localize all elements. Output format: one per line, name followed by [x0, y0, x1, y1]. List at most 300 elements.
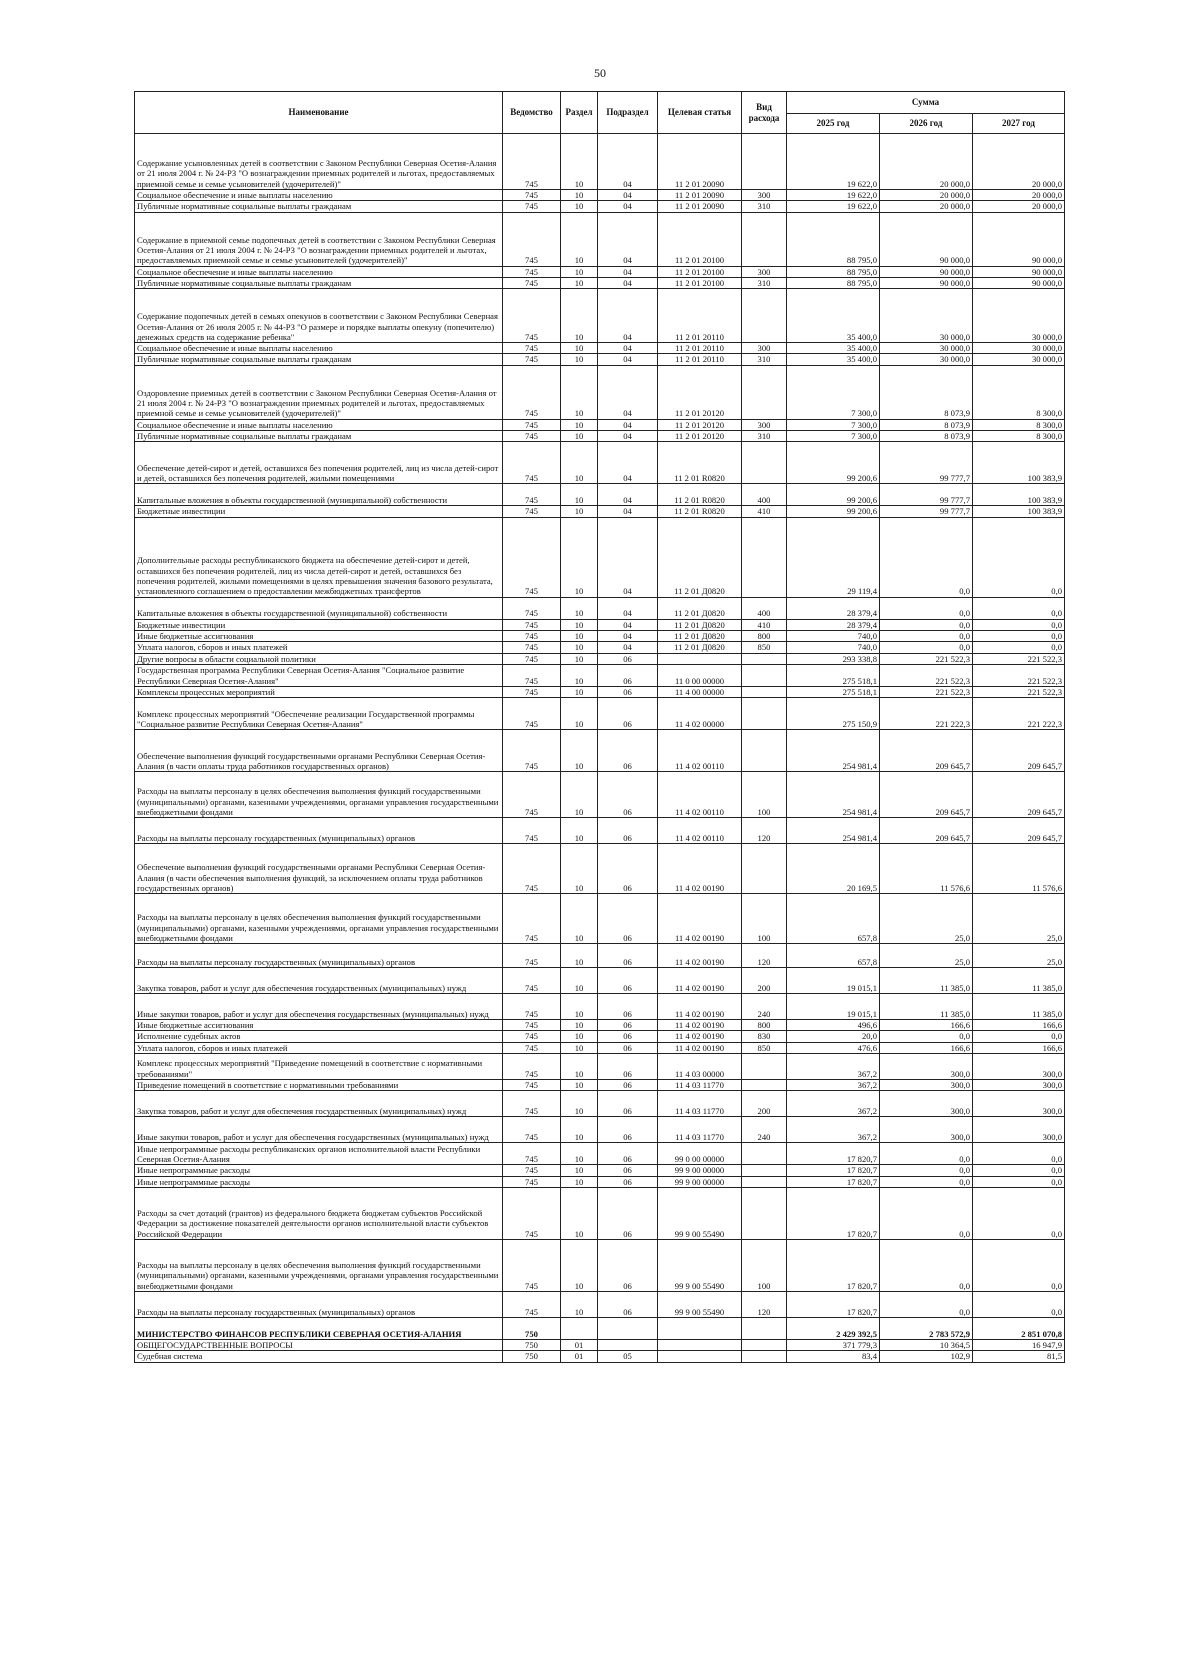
table-row — [135, 686, 1065, 697]
cell-subsection: 06 — [598, 818, 658, 844]
cell-target: 11 2 01 R0820 — [658, 484, 742, 506]
table-row — [135, 642, 1065, 653]
cell-2027: 11 576,6 — [973, 844, 1065, 894]
cell-2025: 367,2 — [787, 1091, 880, 1117]
cell-2025: 20,0 — [787, 1031, 880, 1042]
cell-type — [742, 1165, 787, 1176]
cell-subsection: 04 — [598, 289, 658, 343]
cell-dept: 745 — [503, 442, 561, 484]
cell-section: 10 — [561, 1117, 598, 1143]
cell-name: Бюджетные инвестиции — [135, 506, 503, 517]
cell-2026: 0,0 — [880, 517, 973, 597]
cell-subsection: 04 — [598, 419, 658, 430]
cell-2026: 0,0 — [880, 1239, 973, 1291]
cell-section: 10 — [561, 134, 598, 190]
cell-section: 10 — [561, 354, 598, 365]
cell-2026: 10 364,5 — [880, 1339, 973, 1350]
cell-2025: 17 820,7 — [787, 1187, 880, 1239]
cell-name: Закупка товаров, работ и услуг для обеспечения государственных (муниципальных) нужд — [135, 1091, 503, 1117]
cell-type: 410 — [742, 619, 787, 630]
cell-target: 11 4 03 11770 — [658, 1091, 742, 1117]
cell-section: 10 — [561, 201, 598, 212]
cell-target: 11 2 01 Д0820 — [658, 619, 742, 630]
cell-dept: 745 — [503, 1020, 561, 1031]
cell-2026: 221 222,3 — [880, 698, 973, 730]
cell-2025: 20 169,5 — [787, 844, 880, 894]
cell-dept: 750 — [503, 1351, 561, 1362]
cell-target: 11 2 01 20090 — [658, 134, 742, 190]
cell-type — [742, 517, 787, 597]
cell-name: Дополнительные расходы республиканского бюджета на обеспечение детей-сирот и детей, оставшихся без попечения родителей, лиц из числа детей-сирот и детей, оставшихся без попечения родителей, жилыми помещениями в целях превышения значения базового результата, установленного соглашением о предоставлении межбюджетных трансфертов — [135, 517, 503, 597]
cell-subsection: 06 — [598, 772, 658, 818]
cell-type: 850 — [742, 1042, 787, 1053]
cell-target: 11 4 02 00190 — [658, 844, 742, 894]
cell-name: Социальное обеспечение и иные выплаты населению — [135, 266, 503, 277]
cell-name: Государственная программа Республики Северная Осетия-Алания "Социальное развитие Республики Северная Осетия-Алания" — [135, 664, 503, 686]
cell-name: Судебная система — [135, 1351, 503, 1362]
cell-2025: 35 400,0 — [787, 289, 880, 343]
table-row — [135, 664, 1065, 686]
cell-dept: 745 — [503, 201, 561, 212]
cell-2025: 275 150,9 — [787, 698, 880, 730]
cell-section: 10 — [561, 266, 598, 277]
table-row — [135, 1317, 1065, 1339]
cell-section: 10 — [561, 442, 598, 484]
cell-type — [742, 653, 787, 664]
cell-2025: 28 379,4 — [787, 619, 880, 630]
cell-dept: 745 — [503, 190, 561, 201]
cell-target: 11 2 01 20120 — [658, 365, 742, 419]
cell-2027: 11 385,0 — [973, 968, 1065, 994]
cell-2027: 90 000,0 — [973, 266, 1065, 277]
cell-2026: 0,0 — [880, 642, 973, 653]
cell-dept: 745 — [503, 619, 561, 630]
cell-2025: 254 981,4 — [787, 818, 880, 844]
cell-dept: 745 — [503, 994, 561, 1020]
cell-dept: 745 — [503, 1031, 561, 1042]
cell-section: 10 — [561, 1042, 598, 1053]
cell-subsection: 04 — [598, 190, 658, 201]
cell-target: 11 2 01 R0820 — [658, 506, 742, 517]
cell-type: 310 — [742, 277, 787, 288]
header-2025: 2025 год — [787, 114, 880, 134]
table-row — [135, 619, 1065, 630]
cell-2025: 367,2 — [787, 1054, 880, 1080]
cell-subsection — [598, 1317, 658, 1339]
table-row — [135, 1339, 1065, 1350]
cell-2025: 7 300,0 — [787, 419, 880, 430]
cell-name: Уплата налогов, сборов и иных платежей — [135, 642, 503, 653]
cell-2027: 221 522,3 — [973, 686, 1065, 697]
cell-name: Социальное обеспечение и иные выплаты населению — [135, 190, 503, 201]
cell-dept: 745 — [503, 1187, 561, 1239]
cell-2026: 11 385,0 — [880, 968, 973, 994]
cell-2027: 20 000,0 — [973, 134, 1065, 190]
cell-2026: 8 073,9 — [880, 431, 973, 442]
cell-section: 10 — [561, 1187, 598, 1239]
cell-subsection: 06 — [598, 1031, 658, 1042]
cell-section: 10 — [561, 419, 598, 430]
cell-dept: 745 — [503, 818, 561, 844]
cell-2025: 2 429 392,5 — [787, 1317, 880, 1339]
cell-type: 240 — [742, 1117, 787, 1143]
cell-target: 11 4 02 00110 — [658, 818, 742, 844]
cell-2027: 166,6 — [973, 1042, 1065, 1053]
cell-subsection: 06 — [598, 844, 658, 894]
cell-2026: 99 777,7 — [880, 506, 973, 517]
cell-2027: 20 000,0 — [973, 190, 1065, 201]
cell-dept: 745 — [503, 968, 561, 994]
cell-section: 10 — [561, 818, 598, 844]
cell-subsection: 04 — [598, 442, 658, 484]
cell-section: 10 — [561, 730, 598, 772]
cell-section: 10 — [561, 1054, 598, 1080]
cell-2027: 30 000,0 — [973, 343, 1065, 354]
cell-name: Содержание усыновленных детей в соответствии с Законом Республики Северная Осетия-Алания от 21 июля 2004 г. № 24-РЗ "О вознаграждении приемных родителей и льготах, предоставляемых приемной семье и семье усыновителей (удочерителей)" — [135, 134, 503, 190]
cell-dept: 745 — [503, 944, 561, 968]
table-row — [135, 844, 1065, 894]
cell-2026: 0,0 — [880, 1291, 973, 1317]
cell-target: 11 4 02 00110 — [658, 730, 742, 772]
cell-name: Иные закупки товаров, работ и услуг для обеспечения государственных (муниципальных) нужд — [135, 1117, 503, 1143]
cell-target: 99 9 00 55490 — [658, 1187, 742, 1239]
cell-2026: 90 000,0 — [880, 212, 973, 266]
cell-subsection: 04 — [598, 506, 658, 517]
cell-2025: 7 300,0 — [787, 431, 880, 442]
cell-2027: 0,0 — [973, 597, 1065, 619]
cell-target: 11 2 01 20110 — [658, 354, 742, 365]
cell-target: 99 9 00 55490 — [658, 1291, 742, 1317]
cell-2027: 0,0 — [973, 1176, 1065, 1187]
cell-2025: 657,8 — [787, 944, 880, 968]
cell-2025: 657,8 — [787, 894, 880, 944]
cell-2027: 166,6 — [973, 1020, 1065, 1031]
table-row — [135, 343, 1065, 354]
cell-2026: 0,0 — [880, 597, 973, 619]
cell-type — [742, 664, 787, 686]
cell-name: Социальное обеспечение и иные выплаты населению — [135, 419, 503, 430]
cell-2025: 88 795,0 — [787, 277, 880, 288]
cell-section: 10 — [561, 894, 598, 944]
cell-name: Публичные нормативные социальные выплаты гражданам — [135, 354, 503, 365]
cell-2025: 496,6 — [787, 1020, 880, 1031]
cell-2027: 209 645,7 — [973, 772, 1065, 818]
cell-subsection: 05 — [598, 1351, 658, 1362]
cell-2027: 0,0 — [973, 517, 1065, 597]
cell-subsection: 06 — [598, 1176, 658, 1187]
cell-dept: 745 — [503, 1054, 561, 1080]
cell-name: Иные непрограммные расходы — [135, 1165, 503, 1176]
cell-section: 10 — [561, 212, 598, 266]
cell-subsection: 04 — [598, 431, 658, 442]
cell-type — [742, 686, 787, 697]
cell-type: 300 — [742, 419, 787, 430]
cell-2027: 11 385,0 — [973, 994, 1065, 1020]
cell-type: 200 — [742, 1091, 787, 1117]
cell-subsection: 04 — [598, 266, 658, 277]
cell-dept: 745 — [503, 365, 561, 419]
cell-target: 11 4 02 00110 — [658, 772, 742, 818]
cell-2027: 0,0 — [973, 642, 1065, 653]
table-row — [135, 1031, 1065, 1042]
table-row — [135, 630, 1065, 641]
cell-2025: 99 200,6 — [787, 506, 880, 517]
cell-subsection: 06 — [598, 1042, 658, 1053]
table-row — [135, 772, 1065, 818]
cell-type: 120 — [742, 818, 787, 844]
cell-2026: 221 522,3 — [880, 686, 973, 697]
cell-type — [742, 289, 787, 343]
table-row — [135, 1091, 1065, 1117]
cell-name: Закупка товаров, работ и услуг для обеспечения государственных (муниципальных) нужд — [135, 968, 503, 994]
cell-type — [742, 1351, 787, 1362]
cell-2026: 25,0 — [880, 944, 973, 968]
table-row — [135, 818, 1065, 844]
cell-subsection: 06 — [598, 1143, 658, 1165]
cell-dept: 745 — [503, 134, 561, 190]
page-number: 50 — [594, 66, 606, 80]
cell-target: 11 2 01 20090 — [658, 201, 742, 212]
cell-type — [742, 1187, 787, 1239]
cell-2027: 0,0 — [973, 1143, 1065, 1165]
cell-name: Социальное обеспечение и иные выплаты населению — [135, 343, 503, 354]
table-row — [135, 1143, 1065, 1165]
cell-section: 10 — [561, 289, 598, 343]
cell-dept: 745 — [503, 686, 561, 697]
cell-2026: 8 073,9 — [880, 365, 973, 419]
cell-2027: 8 300,0 — [973, 419, 1065, 430]
cell-subsection: 04 — [598, 642, 658, 653]
cell-type — [742, 1317, 787, 1339]
table-row — [135, 1080, 1065, 1091]
cell-subsection: 04 — [598, 354, 658, 365]
cell-subsection: 04 — [598, 365, 658, 419]
cell-name: Иные непрограммные расходы республиканских органов исполнительной власти Республики Северная Осетия-Алания — [135, 1143, 503, 1165]
cell-2025: 17 820,7 — [787, 1239, 880, 1291]
cell-2025: 254 981,4 — [787, 772, 880, 818]
table-row — [135, 517, 1065, 597]
cell-name: Расходы на выплаты персоналу в целях обеспечения выполнения функций государственными (муниципальными) органами, казенными учреждениями, органами управления государственными внебюджетными фондами — [135, 894, 503, 944]
cell-2026: 300,0 — [880, 1080, 973, 1091]
table-row — [135, 1020, 1065, 1031]
cell-subsection: 06 — [598, 894, 658, 944]
cell-dept: 745 — [503, 772, 561, 818]
table-row — [135, 365, 1065, 419]
cell-section: 10 — [561, 517, 598, 597]
cell-target: 11 2 01 20110 — [658, 289, 742, 343]
cell-subsection: 06 — [598, 1187, 658, 1239]
cell-subsection: 06 — [598, 1020, 658, 1031]
cell-name: Расходы на выплаты персоналу государственных (муниципальных) органов — [135, 818, 503, 844]
cell-type: 400 — [742, 484, 787, 506]
table-row — [135, 1165, 1065, 1176]
cell-name: Иные непрограммные расходы — [135, 1176, 503, 1187]
cell-2027: 221 522,3 — [973, 653, 1065, 664]
cell-2025: 19 622,0 — [787, 190, 880, 201]
cell-2027: 209 645,7 — [973, 730, 1065, 772]
cell-2026: 30 000,0 — [880, 289, 973, 343]
cell-2027: 0,0 — [973, 1165, 1065, 1176]
cell-target: 99 9 00 55490 — [658, 1239, 742, 1291]
cell-type: 830 — [742, 1031, 787, 1042]
cell-dept: 745 — [503, 730, 561, 772]
cell-2026: 30 000,0 — [880, 343, 973, 354]
cell-target: 11 4 03 11770 — [658, 1080, 742, 1091]
cell-target: 11 2 01 Д0820 — [658, 517, 742, 597]
cell-2026: 90 000,0 — [880, 277, 973, 288]
cell-2026: 0,0 — [880, 1187, 973, 1239]
cell-2026: 0,0 — [880, 630, 973, 641]
cell-dept: 745 — [503, 289, 561, 343]
cell-2025: 19 622,0 — [787, 134, 880, 190]
cell-section: 10 — [561, 1291, 598, 1317]
cell-dept: 745 — [503, 212, 561, 266]
cell-dept: 745 — [503, 354, 561, 365]
cell-target: 11 4 02 00190 — [658, 1020, 742, 1031]
cell-2025: 99 200,6 — [787, 442, 880, 484]
cell-2025: 19 015,1 — [787, 994, 880, 1020]
cell-subsection: 06 — [598, 968, 658, 994]
table-row — [135, 190, 1065, 201]
cell-type: 310 — [742, 354, 787, 365]
cell-section: 01 — [561, 1339, 598, 1350]
cell-2026: 166,6 — [880, 1042, 973, 1053]
cell-target: 11 2 01 Д0820 — [658, 597, 742, 619]
cell-2026: 300,0 — [880, 1117, 973, 1143]
cell-2026: 0,0 — [880, 1143, 973, 1165]
cell-subsection: 06 — [598, 1091, 658, 1117]
cell-2025: 88 795,0 — [787, 266, 880, 277]
cell-target: 11 2 01 20120 — [658, 419, 742, 430]
cell-2025: 7 300,0 — [787, 365, 880, 419]
cell-subsection: 04 — [598, 201, 658, 212]
table-row — [135, 1176, 1065, 1187]
cell-section: 10 — [561, 343, 598, 354]
cell-subsection — [598, 1339, 658, 1350]
cell-2027: 300,0 — [973, 1117, 1065, 1143]
cell-dept: 745 — [503, 1080, 561, 1091]
cell-2025: 275 518,1 — [787, 664, 880, 686]
cell-section: 10 — [561, 431, 598, 442]
table-row — [135, 1291, 1065, 1317]
cell-dept: 745 — [503, 431, 561, 442]
cell-section: 10 — [561, 484, 598, 506]
cell-target: 11 4 02 00190 — [658, 894, 742, 944]
header-sum: Сумма — [787, 92, 1065, 114]
cell-type — [742, 1054, 787, 1080]
cell-2027: 100 383,9 — [973, 506, 1065, 517]
cell-target: 11 2 01 20100 — [658, 277, 742, 288]
cell-section: 10 — [561, 630, 598, 641]
cell-dept: 745 — [503, 597, 561, 619]
cell-2026: 0,0 — [880, 619, 973, 630]
cell-2027: 300,0 — [973, 1080, 1065, 1091]
table-body — [135, 134, 1065, 1363]
cell-name: Оздоровление приемных детей в соответствии с Законом Республики Северная Осетия-Алания от 21 июля 2004 г. № 24-РЗ "О вознаграждении приемных родителей и льготах, предоставляемых приемной семье и семье усыновителей (удочерителей)" — [135, 365, 503, 419]
cell-type — [742, 844, 787, 894]
cell-type — [742, 1339, 787, 1350]
cell-section: 10 — [561, 944, 598, 968]
cell-section: 10 — [561, 1165, 598, 1176]
cell-2025: 88 795,0 — [787, 212, 880, 266]
cell-2027: 300,0 — [973, 1091, 1065, 1117]
cell-dept: 745 — [503, 642, 561, 653]
table-row — [135, 1042, 1065, 1053]
cell-dept: 745 — [503, 1165, 561, 1176]
cell-target: 11 2 01 20100 — [658, 212, 742, 266]
cell-name: Иные бюджетные ассигнования — [135, 1020, 503, 1031]
cell-2026: 0,0 — [880, 1165, 973, 1176]
cell-dept: 745 — [503, 277, 561, 288]
cell-name: Обеспечение выполнения функций государственными органами Республики Северная Осетия-Алания (в части оплаты труда работников государственных органов) — [135, 730, 503, 772]
cell-type: 240 — [742, 994, 787, 1020]
cell-dept: 745 — [503, 517, 561, 597]
cell-target — [658, 1351, 742, 1362]
cell-subsection: 04 — [598, 212, 658, 266]
cell-target: 11 4 02 00190 — [658, 1042, 742, 1053]
cell-section: 10 — [561, 844, 598, 894]
cell-dept: 745 — [503, 630, 561, 641]
cell-name: Уплата налогов, сборов и иных платежей — [135, 1042, 503, 1053]
cell-section: 10 — [561, 698, 598, 730]
table-row — [135, 968, 1065, 994]
cell-subsection: 06 — [598, 653, 658, 664]
cell-section: 10 — [561, 365, 598, 419]
cell-name: Капитальные вложения в объекты государственной (муниципальной) собственности — [135, 484, 503, 506]
cell-2027: 0,0 — [973, 1291, 1065, 1317]
cell-subsection: 06 — [598, 1054, 658, 1080]
cell-type: 200 — [742, 968, 787, 994]
cell-type — [742, 730, 787, 772]
cell-type: 120 — [742, 1291, 787, 1317]
table-row — [135, 134, 1065, 190]
cell-dept: 745 — [503, 653, 561, 664]
cell-section: 10 — [561, 1143, 598, 1165]
cell-dept: 745 — [503, 1176, 561, 1187]
table-row — [135, 944, 1065, 968]
cell-name: Расходы за счет дотаций (грантов) из федерального бюджета бюджетам субъектов Российской Федерации за достижение показателей деятельности органов исполнительной власти субъектов Российской Федерации — [135, 1187, 503, 1239]
cell-subsection: 06 — [598, 1165, 658, 1176]
cell-dept: 745 — [503, 1291, 561, 1317]
header-dept: Ведомство — [503, 92, 561, 134]
cell-name: МИНИСТЕРСТВО ФИНАНСОВ РЕСПУБЛИКИ СЕВЕРНАЯ ОСЕТИЯ-АЛАНИЯ — [135, 1317, 503, 1339]
cell-2026: 0,0 — [880, 1031, 973, 1042]
header-type: Вид расхода — [742, 92, 787, 134]
cell-target: 99 9 00 00000 — [658, 1165, 742, 1176]
table-row — [135, 419, 1065, 430]
cell-2027: 300,0 — [973, 1054, 1065, 1080]
cell-target: 11 2 01 Д0820 — [658, 642, 742, 653]
cell-dept: 745 — [503, 506, 561, 517]
cell-name: Иные закупки товаров, работ и услуг для обеспечения государственных (муниципальных) нужд — [135, 994, 503, 1020]
cell-type — [742, 698, 787, 730]
cell-target: 11 4 00 00000 — [658, 686, 742, 697]
cell-subsection: 06 — [598, 686, 658, 697]
cell-name: Расходы на выплаты персоналу государственных (муниципальных) органов — [135, 944, 503, 968]
header-name: Наименование — [135, 92, 503, 134]
table-row — [135, 894, 1065, 944]
cell-2025: 17 820,7 — [787, 1165, 880, 1176]
cell-dept: 745 — [503, 1239, 561, 1291]
cell-2025: 19 015,1 — [787, 968, 880, 994]
table-row — [135, 354, 1065, 365]
cell-2027: 30 000,0 — [973, 354, 1065, 365]
cell-name: ОБЩЕГОСУДАРСТВЕННЫЕ ВОПРОСЫ — [135, 1339, 503, 1350]
cell-section: 10 — [561, 1176, 598, 1187]
cell-name: Содержание в приемной семье подопечных детей в соответствии с Законом Республики Северная Осетия-Алания от 21 июля 2004 г. № 24-РЗ "О вознаграждении приемных родителей и льготах, предоставляемых приемной семье и семье усыновителей (удочерителей)" — [135, 212, 503, 266]
cell-section: 10 — [561, 1239, 598, 1291]
cell-type: 800 — [742, 1020, 787, 1031]
